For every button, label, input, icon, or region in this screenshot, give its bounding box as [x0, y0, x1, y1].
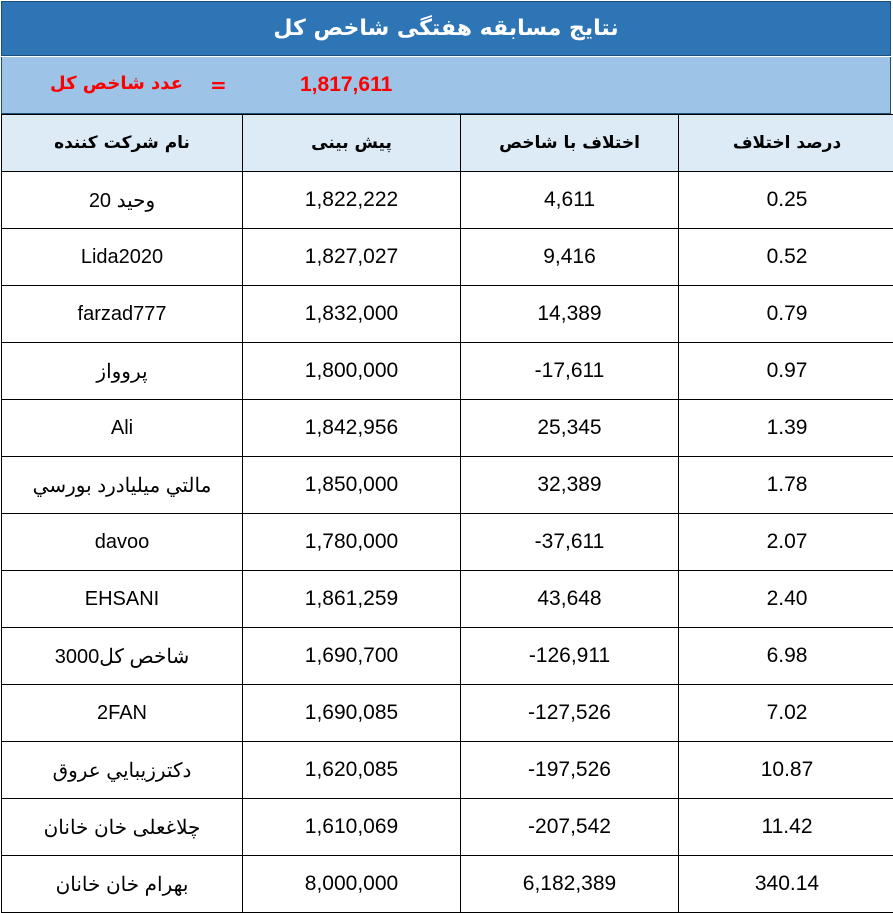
prediction-value: 1,842,956 [243, 400, 461, 457]
percent-value: 10.87 [679, 742, 893, 799]
table-row [2, 799, 893, 856]
percent-value: 11.42 [679, 799, 893, 856]
prediction-value: 1,827,027 [243, 229, 461, 286]
table-row [2, 628, 893, 685]
participant-name: farzad777 [2, 286, 243, 343]
prediction-value: 8,000,000 [243, 856, 461, 913]
header-row [2, 115, 893, 172]
difference-value: -207,542 [461, 799, 679, 856]
table-row [2, 514, 893, 571]
prediction-value: 1,690,700 [243, 628, 461, 685]
difference-value: 25,345 [461, 400, 679, 457]
table-row [2, 343, 893, 400]
prediction-value: 1,832,000 [243, 286, 461, 343]
table-row [2, 400, 893, 457]
percent-value: 2.07 [679, 514, 893, 571]
percent-value: 0.52 [679, 229, 893, 286]
results-table [1, 114, 893, 913]
difference-value: -17,611 [461, 343, 679, 400]
participant-name: دکترزيبايي عروق [2, 742, 243, 799]
difference-value: 14,389 [461, 286, 679, 343]
percent-value: 7.02 [679, 685, 893, 742]
table-row [2, 457, 893, 514]
difference-value: -127,526 [461, 685, 679, 742]
prediction-value: 1,822,222 [243, 172, 461, 229]
participant-name: EHSANI [2, 571, 243, 628]
prediction-value: 1,850,000 [243, 457, 461, 514]
table-row [2, 172, 893, 229]
header-name: نام شرکت کننده [2, 115, 243, 172]
prediction-value: 1,690,085 [243, 685, 461, 742]
difference-value: -197,526 [461, 742, 679, 799]
participant-name: چلاغعلی خان خانان [2, 799, 243, 856]
prediction-value: 1,610,069 [243, 799, 461, 856]
participant-name: وحید 20 [2, 172, 243, 229]
participant-name: شاخص کل3000 [2, 628, 243, 685]
participant-name: پروواز [2, 343, 243, 400]
table-row [2, 685, 893, 742]
participant-name: 2FAN [2, 685, 243, 742]
difference-value: 43,648 [461, 571, 679, 628]
sheet-title: نتایج مسابقه هفتگی شاخص کل [1, 1, 891, 56]
participant-name: Ali [2, 400, 243, 457]
participant-name: مالتي ميليادرد بورسي [2, 457, 243, 514]
participant-name: بهرام خان خانان [2, 856, 243, 913]
header-diff: اختلاف با شاخص [461, 115, 679, 172]
percent-value: 340.14 [679, 856, 893, 913]
percent-value: 2.40 [679, 571, 893, 628]
table-row [2, 742, 893, 799]
prediction-value: 1,800,000 [243, 343, 461, 400]
percent-value: 1.78 [679, 457, 893, 514]
table-row [2, 571, 893, 628]
percent-value: 0.79 [679, 286, 893, 343]
index-summary-row [1, 57, 891, 114]
equals-sign: = [210, 73, 227, 97]
participant-name: davoo [2, 514, 243, 571]
difference-value: -37,611 [461, 514, 679, 571]
difference-value: 4,611 [461, 172, 679, 229]
difference-value: 9,416 [461, 229, 679, 286]
percent-value: 1.39 [679, 400, 893, 457]
prediction-value: 1,861,259 [243, 571, 461, 628]
table-row [2, 229, 893, 286]
participant-name: Lida2020 [2, 229, 243, 286]
header-percent: درصد اختلاف [679, 115, 893, 172]
prediction-value: 1,620,085 [243, 742, 461, 799]
prediction-value: 1,780,000 [243, 514, 461, 571]
difference-value: 6,182,389 [461, 856, 679, 913]
table-row [2, 856, 893, 913]
percent-value: 0.97 [679, 343, 893, 400]
header-prediction: پیش بینی [243, 115, 461, 172]
difference-value: -126,911 [461, 628, 679, 685]
index-label: عدد شاخص کل [50, 73, 183, 94]
difference-value: 32,389 [461, 457, 679, 514]
percent-value: 6.98 [679, 628, 893, 685]
index-value: 1,817,611 [300, 73, 393, 96]
table-row [2, 286, 893, 343]
percent-value: 0.25 [679, 172, 893, 229]
